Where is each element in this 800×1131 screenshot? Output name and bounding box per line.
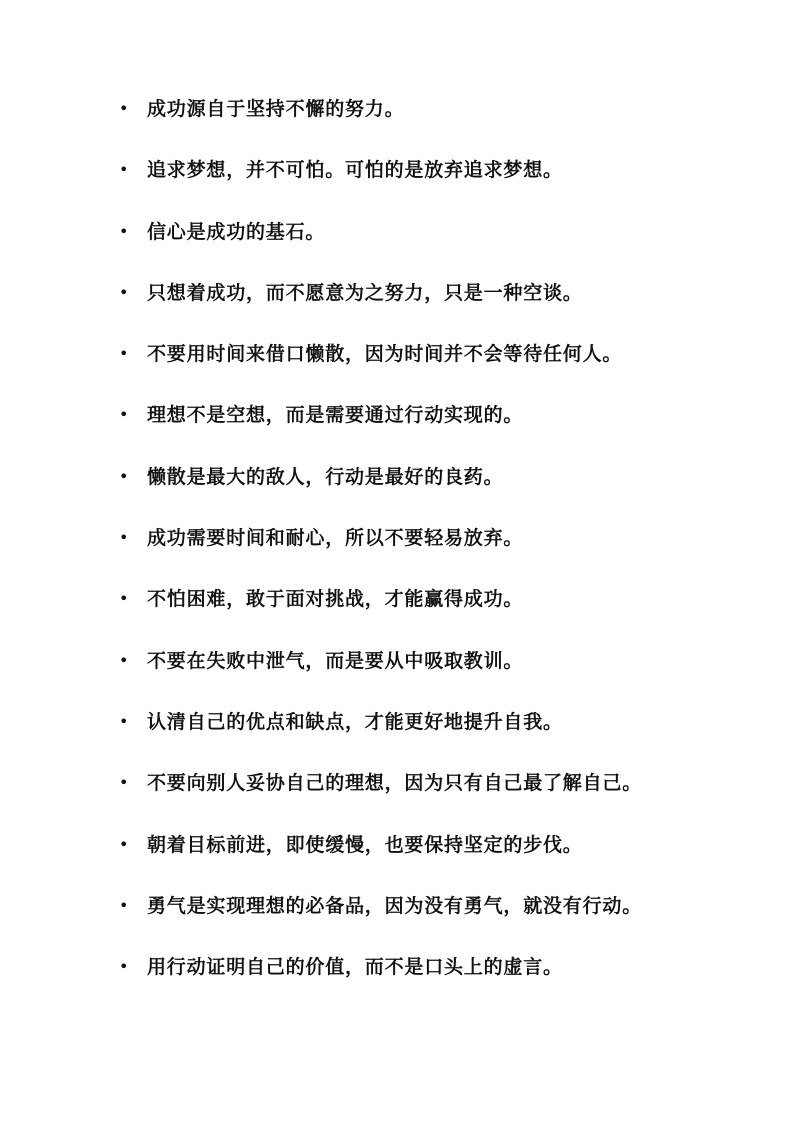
list-item xyxy=(118,336,758,397)
bullet-icon: • xyxy=(119,405,129,425)
list-item xyxy=(118,888,758,949)
quote-text: 勇气是实现理想的必备品，因为没有勇气，就没有行动。 xyxy=(147,894,643,917)
quote-text: 信心是成功的基石。 xyxy=(147,220,326,243)
quote-text: 成功源自于坚持不懈的努力。 xyxy=(147,98,405,120)
quote-text: 成功需要时间和耐心，所以不要轻易放弃。 xyxy=(147,527,524,550)
quote-text: 不怕困难，敢于面对挑战，才能赢得成功。 xyxy=(147,588,524,611)
quote-text: 用行动证明自己的价值，而不是口头上的虚言。 xyxy=(147,956,563,979)
list-item xyxy=(118,643,758,704)
bullet-icon: • xyxy=(119,466,129,486)
quote-text: 懒散是最大的敌人，行动是最好的良药。 xyxy=(147,465,504,488)
quote-text: 不要向别人妥协自己的理想，因为只有自己最了解自己。 xyxy=(147,772,643,795)
quote-list xyxy=(118,91,758,1010)
list-item xyxy=(118,827,758,888)
list-item xyxy=(118,152,758,213)
bullet-icon: • xyxy=(119,895,129,915)
bullet-icon: • xyxy=(119,711,129,731)
list-item xyxy=(118,949,758,1010)
list-item xyxy=(118,765,758,826)
list-item xyxy=(118,520,758,581)
list-item xyxy=(118,704,758,765)
bullet-icon: • xyxy=(119,650,129,670)
bullet-icon: • xyxy=(119,834,129,854)
quote-text: 追求梦想，并不可怕。可怕的是放弃追求梦想。 xyxy=(147,159,563,182)
bullet-icon: • xyxy=(119,528,129,548)
quote-text: 理想不是空想，而是需要通过行动实现的。 xyxy=(147,404,524,427)
bullet-icon: • xyxy=(119,344,129,364)
quote-text: 朝着目标前进，即使缓慢，也要保持坚定的步伐。 xyxy=(147,833,583,856)
list-item xyxy=(118,581,758,642)
bullet-icon: • xyxy=(119,957,129,977)
list-item xyxy=(118,91,758,152)
bullet-icon: • xyxy=(119,282,129,302)
quote-text: 认清自己的优点和缺点，才能更好地提升自我。 xyxy=(147,710,563,733)
list-item xyxy=(118,214,758,275)
list-item xyxy=(118,397,758,458)
quote-text: 只想着成功，而不愿意为之努力，只是一种空谈。 xyxy=(147,281,583,304)
quote-text: 不要用时间来借口懒散，因为时间并不会等待任何人。 xyxy=(147,343,623,366)
list-item xyxy=(118,459,758,520)
quote-text: 不要在失败中泄气，而是要从中吸取教训。 xyxy=(147,649,524,672)
bullet-icon: • xyxy=(119,589,129,609)
bullet-icon: • xyxy=(119,99,129,118)
bullet-icon: • xyxy=(119,160,129,180)
bullet-icon: • xyxy=(119,773,129,793)
bullet-icon: • xyxy=(119,221,129,241)
list-item xyxy=(118,275,758,336)
